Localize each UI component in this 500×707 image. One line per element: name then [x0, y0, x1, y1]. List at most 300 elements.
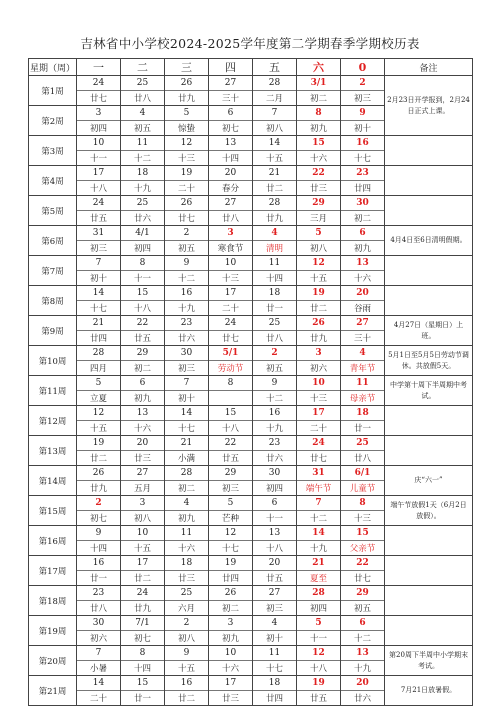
date-number: 17 [209, 676, 252, 691]
day-cell-tue [121, 526, 165, 556]
header-day-mon: 一 [77, 59, 121, 76]
date-number: 10 [209, 256, 252, 271]
lunar-date: 初三 [221, 484, 239, 494]
day-cell-thu [209, 556, 253, 586]
lunar-date: 儿童节 [349, 484, 376, 494]
day-cell-wed [165, 526, 209, 556]
date-number: 28 [297, 586, 340, 601]
week-label: 第9周 [29, 316, 77, 346]
date-number: 22 [341, 556, 384, 571]
date-number: 4/1 [121, 226, 164, 241]
lunar-date: 廿二 [89, 454, 107, 464]
week-label: 第17周 [29, 556, 77, 586]
lunar-date: 初十 [353, 124, 371, 134]
day-cell-mon [77, 436, 121, 466]
lunar-date: 廿二 [265, 184, 283, 194]
lunar-date: 十六 [133, 424, 151, 434]
date-number: 2 [341, 76, 384, 91]
day-cell-fri [253, 646, 297, 676]
day-cell-fri [253, 466, 297, 496]
date-number: 16 [165, 286, 208, 301]
week-note [385, 586, 473, 616]
day-cell-mon [77, 376, 121, 406]
date-number: 20 [341, 286, 384, 301]
lunar-date: 寒食节 [217, 244, 244, 254]
lunar-date: 十三 [221, 274, 239, 284]
day-cell-sun [341, 256, 385, 286]
lunar-date: 十六 [177, 544, 195, 554]
lunar-date: 二十 [177, 184, 195, 194]
lunar-date: 廿五 [89, 214, 107, 224]
day-cell-wed [165, 376, 209, 406]
date-number: 21 [253, 166, 296, 181]
date-number: 2 [77, 496, 120, 511]
lunar-date: 四月 [89, 364, 107, 374]
date-number: 17 [209, 286, 252, 301]
date-number: 9 [165, 646, 208, 661]
day-cell-fri [253, 316, 297, 346]
week-note [385, 436, 473, 466]
lunar-date: 初五 [353, 604, 371, 614]
day-cell-thu [209, 526, 253, 556]
lunar-date: 初二 [133, 364, 151, 374]
day-cell-thu [209, 256, 253, 286]
week-note: 5月1日至5月5日劳动节调休。共放假5天。 [385, 346, 473, 376]
date-number: 8 [121, 646, 164, 661]
date-number: 3 [209, 226, 252, 241]
date-number: 17 [297, 406, 340, 421]
week-note [385, 616, 473, 646]
date-number: 3 [77, 106, 120, 121]
date-number: 4 [121, 106, 164, 121]
lunar-date: 二十 [309, 424, 327, 434]
lunar-date: 五月 [133, 484, 151, 494]
lunar-date: 立夏 [89, 394, 107, 404]
week-note: 庆“六一” [385, 466, 473, 496]
lunar-date: 十四 [221, 154, 239, 164]
date-number: 7 [77, 256, 120, 271]
day-cell-fri [253, 376, 297, 406]
lunar-date: 十八 [133, 304, 151, 314]
day-cell-fri [253, 556, 297, 586]
lunar-date: 初三 [177, 364, 195, 374]
day-cell-thu [209, 136, 253, 166]
day-cell-thu [209, 586, 253, 616]
date-number: 21 [165, 436, 208, 451]
day-cell-thu [209, 376, 253, 406]
lunar-date: 初五 [265, 364, 283, 374]
lunar-date: 芒种 [221, 514, 239, 524]
day-cell-sat [297, 166, 341, 196]
date-number: 14 [77, 286, 120, 301]
week-note [385, 406, 473, 436]
header-notes: 备注 [385, 59, 473, 76]
day-cell-thu [209, 166, 253, 196]
day-cell-wed [165, 286, 209, 316]
date-number: 11 [121, 136, 164, 151]
lunar-date: 初三 [265, 604, 283, 614]
date-number: 5 [209, 496, 252, 511]
day-cell-fri [253, 136, 297, 166]
lunar-date: 三月 [309, 214, 327, 224]
day-cell-mon [77, 526, 121, 556]
day-cell-thu [209, 466, 253, 496]
date-number: 6 [341, 226, 384, 241]
lunar-date: 初四 [133, 244, 151, 254]
week-row [29, 526, 473, 556]
day-cell-sat [297, 586, 341, 616]
lunar-date: 初二 [353, 214, 371, 224]
date-number: 6 [341, 616, 384, 631]
lunar-date: 廿八 [221, 214, 239, 224]
day-cell-tue [121, 76, 165, 106]
week-row [29, 466, 473, 496]
day-cell-sun [341, 646, 385, 676]
lunar-date: 十七 [353, 154, 371, 164]
week-note: 2月23日开学报到，2月24日正式上课。 [385, 76, 473, 136]
week-row [29, 496, 473, 526]
date-number: 13 [253, 526, 296, 541]
date-number: 18 [121, 166, 164, 181]
date-number: 13 [209, 136, 252, 151]
date-number: 23 [341, 166, 384, 181]
lunar-date: 廿三 [177, 574, 195, 584]
week-label: 第20周 [29, 646, 77, 676]
date-number: 5 [77, 376, 120, 391]
date-number: 9 [165, 256, 208, 271]
date-number: 20 [253, 556, 296, 571]
lunar-date: 廿七 [89, 94, 107, 104]
date-number: 16 [253, 406, 296, 421]
day-cell-mon [77, 76, 121, 106]
week-note [385, 256, 473, 286]
date-number: 8 [341, 496, 384, 511]
lunar-date: 廿九 [309, 334, 327, 344]
date-number: 25 [253, 316, 296, 331]
week-row [29, 406, 473, 436]
lunar-date: 初二 [177, 484, 195, 494]
lunar-date: 初三 [89, 244, 107, 254]
day-cell-wed [165, 616, 209, 646]
date-number: 20 [209, 166, 252, 181]
date-number: 24 [121, 586, 164, 601]
date-number: 31 [77, 226, 120, 241]
date-number: 20 [121, 436, 164, 451]
day-cell-tue [121, 646, 165, 676]
week-label: 第6周 [29, 226, 77, 256]
lunar-date: 廿八 [89, 604, 107, 614]
date-number: 4 [165, 496, 208, 511]
day-cell-tue [121, 466, 165, 496]
day-cell-sat [297, 256, 341, 286]
date-number: 16 [77, 556, 120, 571]
day-cell-thu [209, 196, 253, 226]
lunar-date: 十六 [221, 664, 239, 674]
day-cell-thu [209, 436, 253, 466]
date-number: 4 [253, 616, 296, 631]
date-number: 5 [297, 616, 340, 631]
date-number: 27 [121, 466, 164, 481]
day-cell-sat [297, 226, 341, 256]
day-cell-sat [297, 406, 341, 436]
day-cell-wed [165, 556, 209, 586]
date-number: 31 [297, 466, 340, 481]
day-cell-wed [165, 196, 209, 226]
day-cell-sun [341, 346, 385, 376]
day-cell-wed [165, 256, 209, 286]
week-note [385, 556, 473, 586]
lunar-date: 十七 [265, 664, 283, 674]
lunar-date: 廿六 [177, 334, 195, 344]
date-number: 23 [165, 316, 208, 331]
date-number: 12 [165, 136, 208, 151]
day-cell-fri [253, 346, 297, 376]
header-week: 星期（周） [29, 59, 77, 76]
day-cell-wed [165, 436, 209, 466]
day-cell-mon [77, 646, 121, 676]
week-note [385, 526, 473, 556]
day-cell-tue [121, 166, 165, 196]
lunar-date: 廿七 [353, 574, 371, 584]
day-cell-mon [77, 166, 121, 196]
date-number: 11 [253, 256, 296, 271]
lunar-date: 廿七 [177, 214, 195, 224]
day-cell-tue [121, 556, 165, 586]
date-number: 29 [121, 346, 164, 361]
lunar-date: 初十 [89, 274, 107, 284]
lunar-date: 十五 [133, 544, 151, 554]
day-cell-sat [297, 76, 341, 106]
date-number: 9 [253, 376, 296, 391]
week-row [29, 676, 473, 706]
lunar-date: 初五 [177, 244, 195, 254]
day-cell-sun [341, 76, 385, 106]
day-cell-sat [297, 106, 341, 136]
header-day-thu: 四 [209, 59, 253, 76]
lunar-date: 廿九 [133, 604, 151, 614]
lunar-date: 廿六 [265, 454, 283, 464]
date-number: 11 [341, 376, 384, 391]
lunar-date: 廿一 [265, 304, 283, 314]
day-cell-wed [165, 76, 209, 106]
day-cell-sun [341, 616, 385, 646]
day-cell-sat [297, 466, 341, 496]
lunar-date: 十二 [133, 154, 151, 164]
lunar-date: 初四 [309, 604, 327, 614]
week-note: 7月21日放暑假。 [385, 676, 473, 706]
week-label: 第15周 [29, 496, 77, 526]
day-cell-sat [297, 136, 341, 166]
week-note: 第20周下半周中小学期末考试。 [385, 646, 473, 676]
lunar-date: 十四 [265, 274, 283, 284]
lunar-date: 廿四 [221, 574, 239, 584]
date-number: 30 [77, 616, 120, 631]
date-number: 5/1 [209, 346, 252, 361]
lunar-date: 初二 [221, 604, 239, 614]
date-number: 12 [297, 256, 340, 271]
lunar-date: 十六 [353, 274, 371, 284]
day-cell-fri [253, 196, 297, 226]
date-number: 13 [341, 646, 384, 661]
day-cell-tue [121, 316, 165, 346]
day-cell-thu [209, 226, 253, 256]
day-cell-sat [297, 526, 341, 556]
lunar-date: 初七 [221, 124, 239, 134]
lunar-date: 廿三 [133, 454, 151, 464]
date-number: 5 [297, 226, 340, 241]
lunar-date: 初三 [353, 94, 371, 104]
date-number: 28 [77, 346, 120, 361]
header-day-sun: 0 [341, 59, 385, 76]
lunar-date: 十三 [177, 154, 195, 164]
week-label: 第4周 [29, 166, 77, 196]
week-label: 第12周 [29, 406, 77, 436]
date-number: 4 [341, 346, 384, 361]
date-number: 21 [77, 316, 120, 331]
date-number: 8 [121, 256, 164, 271]
day-cell-sun [341, 466, 385, 496]
week-row [29, 586, 473, 616]
day-cell-wed [165, 106, 209, 136]
week-row [29, 226, 473, 256]
lunar-date: 廿五 [133, 334, 151, 344]
lunar-date: 廿二 [177, 694, 195, 704]
date-number: 4 [253, 226, 296, 241]
lunar-date: 廿七 [309, 454, 327, 464]
day-cell-thu [209, 316, 253, 346]
day-cell-mon [77, 496, 121, 526]
week-note [385, 286, 473, 316]
week-label: 第10周 [29, 346, 77, 376]
lunar-date: 三十 [353, 334, 371, 344]
lunar-date [209, 391, 252, 405]
day-cell-thu [209, 496, 253, 526]
date-number: 27 [209, 196, 252, 211]
date-number: 30 [253, 466, 296, 481]
date-number: 25 [121, 76, 164, 91]
lunar-date: 十五 [89, 424, 107, 434]
day-cell-wed [165, 316, 209, 346]
day-cell-sat [297, 646, 341, 676]
lunar-date: 十九 [309, 544, 327, 554]
lunar-date: 廿二 [133, 574, 151, 584]
day-cell-sun [341, 586, 385, 616]
lunar-date: 廿八 [353, 454, 371, 464]
lunar-date: 母亲节 [349, 394, 376, 404]
date-number: 6 [209, 106, 252, 121]
day-cell-sun [341, 526, 385, 556]
lunar-date: 初十 [265, 634, 283, 644]
lunar-date: 十五 [177, 664, 195, 674]
lunar-date: 初四 [89, 124, 107, 134]
day-cell-tue [121, 586, 165, 616]
week-label: 第13周 [29, 436, 77, 466]
day-cell-mon [77, 316, 121, 346]
day-cell-wed [165, 496, 209, 526]
date-number: 15 [209, 406, 252, 421]
lunar-date: 廿三 [221, 694, 239, 704]
lunar-date: 十八 [265, 544, 283, 554]
date-number: 14 [165, 406, 208, 421]
lunar-date: 廿八 [133, 94, 151, 104]
week-note [385, 196, 473, 226]
lunar-date: 小暑 [89, 664, 107, 674]
day-cell-mon [77, 616, 121, 646]
week-row [29, 316, 473, 346]
day-cell-sat [297, 316, 341, 346]
date-number: 7/1 [121, 616, 164, 631]
week-row [29, 376, 473, 406]
date-number: 13 [121, 406, 164, 421]
lunar-date: 廿三 [309, 184, 327, 194]
week-note [385, 166, 473, 196]
date-number: 26 [209, 586, 252, 601]
day-cell-sun [341, 166, 385, 196]
day-cell-mon [77, 106, 121, 136]
lunar-date: 初九 [221, 634, 239, 644]
date-number: 27 [253, 586, 296, 601]
lunar-date: 初八 [177, 634, 195, 644]
date-number: 19 [297, 676, 340, 691]
date-number: 28 [165, 466, 208, 481]
day-cell-fri [253, 76, 297, 106]
date-number: 29 [297, 196, 340, 211]
week-row [29, 196, 473, 226]
day-cell-thu [209, 616, 253, 646]
lunar-date: 初四 [265, 484, 283, 494]
lunar-date: 十二 [309, 514, 327, 524]
lunar-date: 初六 [89, 634, 107, 644]
date-number: 21 [297, 556, 340, 571]
date-number: 28 [253, 76, 296, 91]
date-number: 16 [165, 676, 208, 691]
date-number: 18 [165, 556, 208, 571]
week-row [29, 436, 473, 466]
week-label: 第16周 [29, 526, 77, 556]
date-number: 24 [77, 76, 120, 91]
date-number: 17 [121, 556, 164, 571]
day-cell-tue [121, 136, 165, 166]
header-day-wed: 三 [165, 59, 209, 76]
lunar-date: 十一 [265, 514, 283, 524]
lunar-date: 初九 [309, 124, 327, 134]
day-cell-wed [165, 676, 209, 706]
day-cell-thu [209, 646, 253, 676]
day-cell-thu [209, 286, 253, 316]
date-number: 12 [77, 406, 120, 421]
day-cell-wed [165, 466, 209, 496]
date-number: 13 [341, 256, 384, 271]
day-cell-mon [77, 676, 121, 706]
lunar-date: 廿一 [353, 424, 371, 434]
day-cell-fri [253, 526, 297, 556]
date-number: 10 [121, 526, 164, 541]
day-cell-sat [297, 556, 341, 586]
date-number: 26 [165, 76, 208, 91]
date-number: 6 [253, 496, 296, 511]
date-number: 3 [209, 616, 252, 631]
day-cell-fri [253, 256, 297, 286]
lunar-date: 廿九 [89, 484, 107, 494]
lunar-date: 十一 [309, 634, 327, 644]
lunar-date: 初二 [309, 94, 327, 104]
day-cell-sun [341, 556, 385, 586]
lunar-date: 初九 [177, 514, 195, 524]
date-number: 8 [297, 106, 340, 121]
lunar-date: 廿二 [309, 304, 327, 314]
date-number: 25 [341, 436, 384, 451]
week-row [29, 646, 473, 676]
